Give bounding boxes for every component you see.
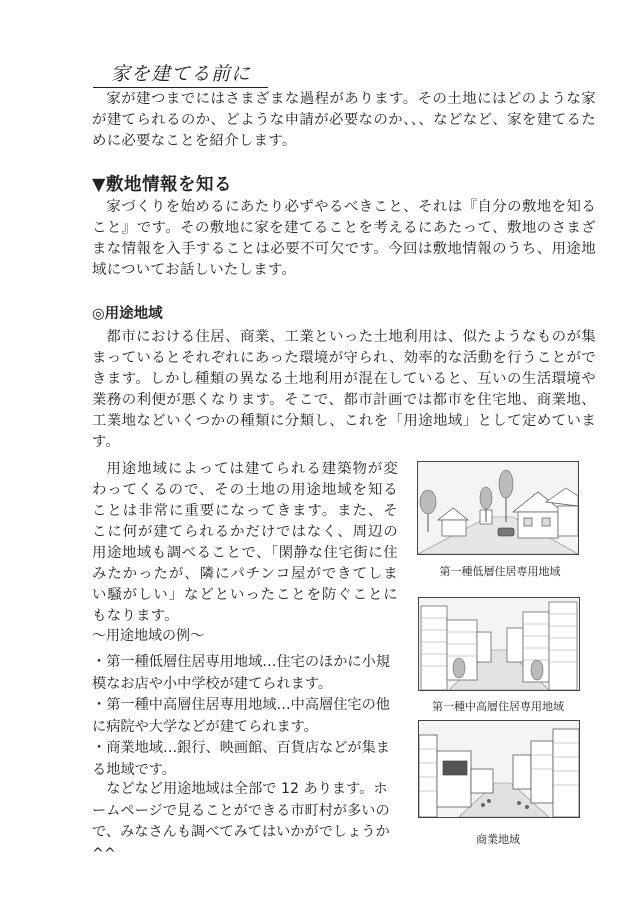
examples-heading: ～用途地域の例～ <box>92 628 204 644</box>
figure-caption: 第一種低層住居専用地域 <box>439 565 561 578</box>
commercial-street-illustration <box>419 721 579 817</box>
section-paragraph: 家づくりを始めるにあたり必ずやるべきこと、それは『自分の敷地を知ること』です。その敷地に家を建てることを考えるにあたって、敷地のさまざまな情報を入手することは必要不可欠です。今回は敷地情報のうち、用途地域についてお話しいたします。 <box>92 199 596 278</box>
figure-low-rise-residential <box>417 461 579 555</box>
low-rise-street-illustration <box>418 462 578 554</box>
list-item: ・商業地域…銀行、映画館、百貨店などが集まる地域です。 <box>92 740 390 778</box>
list-item: ・第一種中高層住居専用地域…中高層住宅の他に病院や大学などが建てられます。 <box>92 697 390 735</box>
examples-list <box>92 652 402 781</box>
section-heading: ▼敷地情報を知る <box>92 175 232 195</box>
subsection-heading: ◎用途地域 <box>92 306 163 322</box>
mid-high-rise-street-illustration <box>419 598 579 690</box>
subsection-paragraph: 都市における住居、商業、工業といった土地利用は、似たようなものが集まっているとそれぞれにあった環境が守られ、効率的な活動を行うことができます。しかし種類の異なる土地利用が混在していると、互いの生活環境や業務の利便が悪くなります。そこで、都市計画では都市を住宅地、商業地、工業地などいくつかの種類に分類し、これを「用途地域」として定めています。 <box>92 329 596 450</box>
figure-commercial-district <box>418 720 580 818</box>
intro-paragraph: 家が建つまでにはさまざまな過程があります。その土地にはどのような家が建てられるのか、どような申請が必要なのか、、、などなど、家を建てるために必要なことを紹介します。 <box>92 91 596 149</box>
figure-mid-high-rise-residential <box>418 597 580 691</box>
list-item: ・第一種低層住居専用地域…住宅のほかに小規模なお店や小中学校が建てられます。 <box>92 654 390 692</box>
detail-paragraph: 用途地域によっては建てられる建築物が変わってくるので、その土地の用途地域を知ることは非常に重要になってきます。また、そこに何が建てられるかだけではなく、周辺の用途地域も調べることで、「閑静な住宅街に住みたかったが、隣にパチンコ屋ができてしまい騒がしい」などといったことを防ぐことにもなります。 <box>92 461 398 624</box>
figure-caption: 第一種中高層住居専用地域 <box>432 700 564 713</box>
closing-paragraph: などなど用途地域は全部で 12 あります。ホームページで見ることができる市町村が多いので、みなさんも調べてみてはいかがでしょうか^^ <box>92 781 390 862</box>
figure-caption: 商業地域 <box>476 833 520 846</box>
page-title: 家を建てる前に <box>93 62 268 88</box>
